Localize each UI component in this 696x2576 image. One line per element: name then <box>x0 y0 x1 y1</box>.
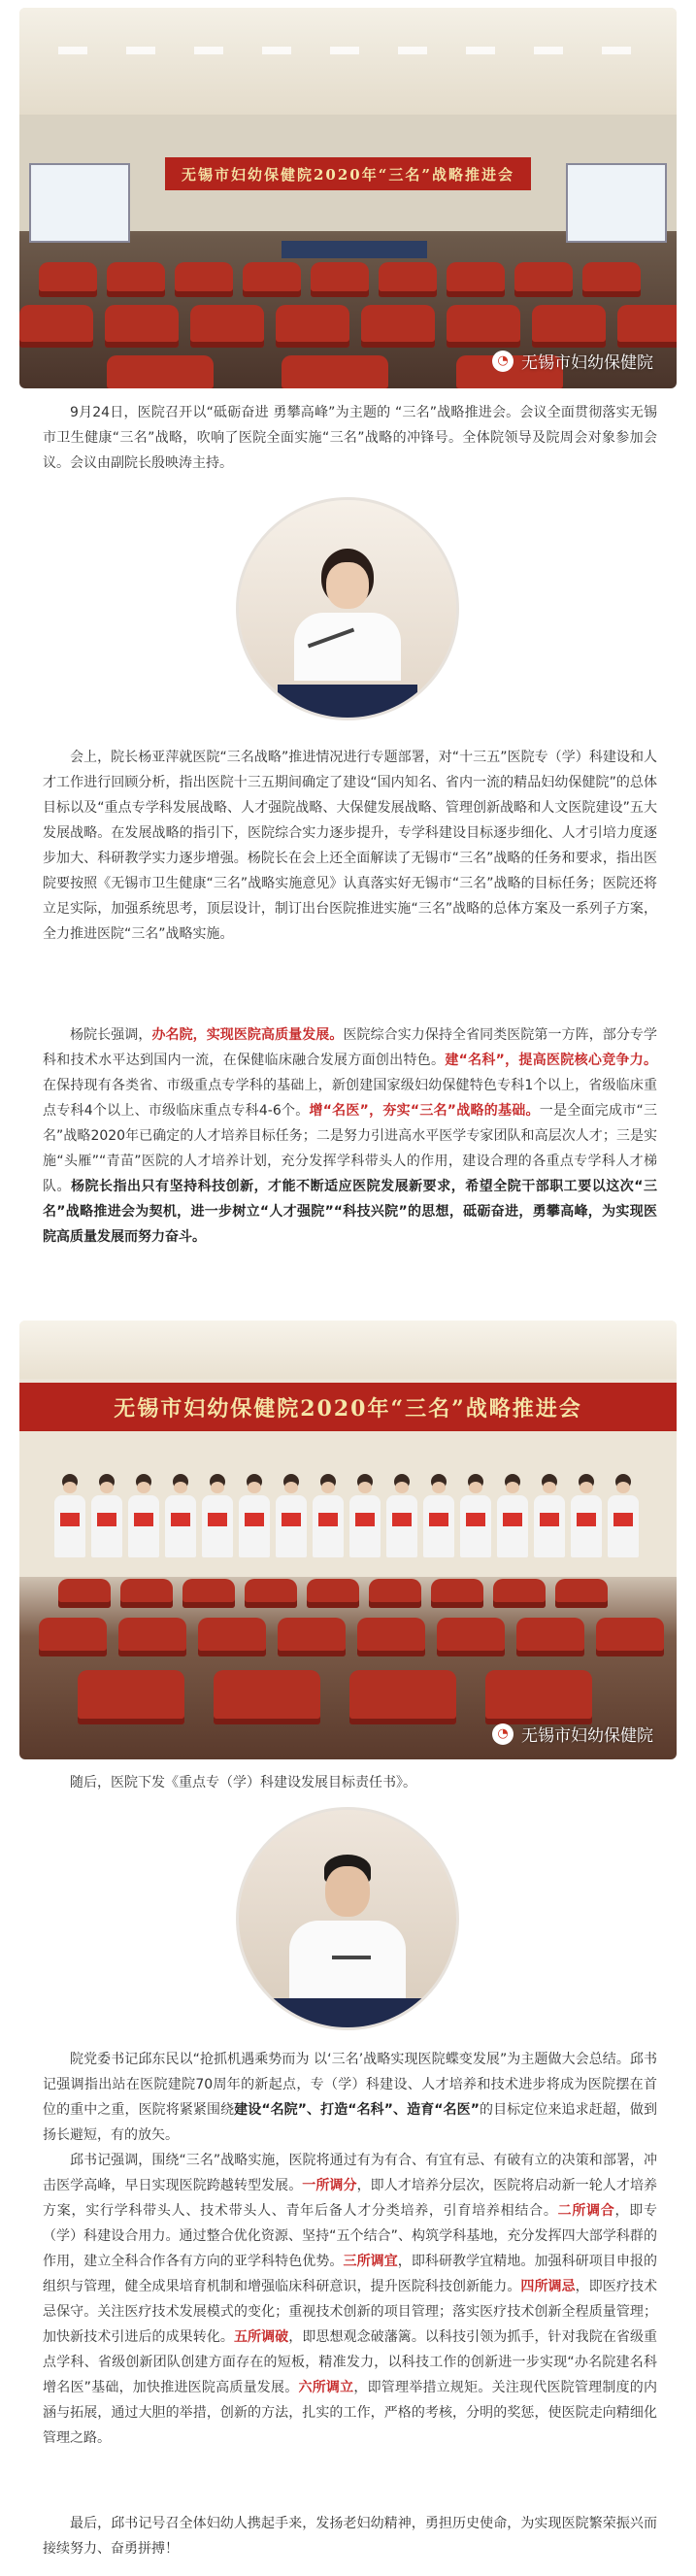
recipient <box>276 1474 307 1557</box>
stage-banner: 无锡市妇幼保健院2020年“三名”战略推进会 <box>114 1396 582 1422</box>
highlight-point-3: 三所调宜 <box>343 2254 398 2269</box>
watermark <box>492 349 653 373</box>
text-segment: ，即科研教学宜精地。加强科研项目申报的组织与管理，健全成果培育机制和增强临床科研意识，提升医院科技创新能力。 <box>43 2254 658 2294</box>
highlight-point-4: 四所调忌 <box>520 2279 576 2294</box>
text-segment: 院党委书记邱东民以“抢抓机遇乘势而为 以‘三名’战略实现医院蝶变发展”为主题做大会总结。邱书记强调指出站在医院建院70周年的新起点，专（学）科建设、人才培养和技术进步将成为医院摆在首位的重中之重，医院将紧紧围绕 <box>43 2052 657 2118</box>
recipient <box>165 1474 196 1557</box>
watermark-text: 无锡市妇幼保健院 <box>521 353 653 373</box>
highlight-famous-doctor: 增“名医”，夯实“三名”战略的基础。 <box>309 1103 540 1119</box>
podium <box>278 685 417 718</box>
ceiling <box>19 8 677 115</box>
speaker-portrait-director <box>236 497 459 720</box>
text-segment: 医院综合实力保持全省同类医院第一方阵，部分专学科和技术水平达到国内一流，在保健临床融合发展方面创出特色。 <box>43 1027 658 1068</box>
paragraph-target-document: 随后，医院下发《重点专（学）科建设发展目标责任书》。 <box>70 1775 416 1790</box>
speaker-figure <box>304 1855 391 1998</box>
recipient <box>534 1474 565 1557</box>
award-recipients <box>54 1474 639 1557</box>
recipient <box>386 1474 417 1557</box>
recipient <box>608 1474 639 1557</box>
speaker-figure <box>304 549 391 681</box>
text-segment: ，即思想观念破藩篱。以科技引领为抓手，针对我院在省级重点学科、省级创新团队创建方面存在的短板，精准发力，以科技工作的创新进一步实现“办名院建名科增名医”基础，加快推进医院高质量发展。 <box>43 2329 658 2395</box>
meeting-hall-photo-2 <box>19 1321 677 1759</box>
text-segment: ，即人才培养分层次，医院将启动新一轮人才培养方案，实行学科带头人、技术带头人、青年后备人才分类培养，引育培养相结合。 <box>43 2178 658 2219</box>
text-segment: 邱书记强调，围绕“三名”战略实施，医院将通过有为有合、有宜有忌、有破有立的决策和部署，冲击医学高峰，早日实现医院跨越转型发展。 <box>43 2153 657 2193</box>
recipient <box>202 1474 233 1557</box>
meeting-hall-photo-1 <box>19 8 677 388</box>
text-segment: ，即医疗技术忌保守。关注医疗技术发展模式的变化；重视技术创新的项目管理；落实医疗技术创新全程质量管理；加快新技术引进后的成果转化。 <box>43 2279 658 2345</box>
recipient <box>91 1474 122 1557</box>
text-segment: 的目标定位来追求赶超，做到扬长避短，有的放矢。 <box>43 2102 658 2143</box>
paragraph-director-emphasis <box>43 1022 657 1250</box>
recipient <box>460 1474 491 1557</box>
microphone <box>332 1956 371 1959</box>
recipient <box>423 1474 454 1557</box>
highlight-famous-department: 建“名科”，提高医院核心竞争力。 <box>445 1053 658 1068</box>
recipient <box>313 1474 344 1557</box>
ceiling <box>19 1321 677 1379</box>
highlight-famous-hospital: 办名院，实现医院高质量发展。 <box>151 1027 344 1043</box>
recipient <box>497 1474 528 1557</box>
watermark <box>492 1722 653 1746</box>
recipient <box>54 1474 85 1557</box>
bold-closing-statement: 杨院长指出只有坚持科技创新，才能不断适应医院发展新要求，希望全院干部职工要以这次“三名”战略推进会为契机，进一步树立“人才强院”“科技兴院”的思想，砥砺奋进，勇攀高峰，为实现医院高质量发展而努力奋斗。 <box>43 1179 657 1245</box>
ceiling-lights <box>58 47 638 54</box>
bold-three-famous-goal: 建设“名院”、打造“名科”、造育“名医” <box>234 2102 480 2118</box>
stage-banner: 无锡市妇幼保健院2020年“三名”战略推进会 <box>181 166 514 184</box>
text-segment: 一是全面完成市“三名”战略2020年已确定的人才培养目标任务；二是努力引进高水平医学专家团队和高层次人才；三是实施“头雁”“青苗”医院的人才培养计划，充分发挥学科带头人的作用，建设合理的各重点专学科人才梯队。 <box>43 1103 657 1194</box>
recipient <box>128 1474 159 1557</box>
watermark-text: 无锡市妇幼保健院 <box>521 1726 653 1746</box>
paragraph-secretary-six-points <box>43 2148 657 2451</box>
highlight-point-1: 一所调分 <box>302 2178 357 2193</box>
speaker-portrait-party-secretary <box>236 1807 459 2030</box>
text-segment: 杨院长强调， <box>70 1027 152 1043</box>
text-segment: ，即专（学）科建设合用力。通过整合优化资源、坚持“五个结合”、构筑学科基地，充分发挥四大部学科群的作用，建立全科合作各有方向的亚学科特色优势。 <box>43 2203 658 2269</box>
recipient <box>571 1474 602 1557</box>
head-table <box>282 241 427 258</box>
paragraph-meeting-intro: 9月24日，医院召开以“砥砺奋进 勇攀高峰”为主题的 “三名”战略推进会。会议全面贯彻落实无锡市卫生健康“三名”战略，吹响了医院全面实施“三名”战略的冲锋号。全体院领导及院周会对象参加会议。会议由副院长殷映涛主持。 <box>43 405 657 471</box>
text-segment: ，即管理举措立规矩。关注现代医院管理制度的内涵与拓展，通过大胆的举措，创新的方法，扎实的工作，严格的考核，分明的奖惩，使医院走向精细化管理之路。 <box>43 2380 658 2446</box>
highlight-point-5: 五所调破 <box>233 2329 289 2345</box>
podium <box>268 1998 427 2027</box>
paragraph-closing-call: 最后，邱书记号召全体妇幼人携起手来，发扬老妇幼精神，勇担历史使命，为实现医院繁荣振兴而接续努力、奋勇拼搏！ <box>43 2516 657 2557</box>
text-segment: 在保持现有各类省、市级重点专学科的基础上，新创建国家级妇幼保健特色专科1个以上，省级临床重点专科4个以上、市级临床重点专科4-6个。 <box>43 1078 657 1119</box>
recipient <box>349 1474 381 1557</box>
highlight-point-6: 六所调立 <box>298 2380 354 2395</box>
paragraph-secretary-summary <box>43 2047 657 2148</box>
paragraph-director-report: 会上，院长杨亚萍就医院“三名战略”推进情况进行专题部署，对“十三五”医院专（学）科建设和人才工作进行回顾分析，指出医院十三五期间确定了建设“国内知名、省内一流的精品妇幼保健院”的总体目标以及“重点专学科发展战略、人才强院战略、大保健发展战略、管理创新战略和人文医院建设”五大发展战略。在发展战略的指引下，医院综合实力逐步提升，专学科建设目标逐步细化、人才引培力度逐步加大、科研教学实力逐步增强。杨院长在会上还全面解读了无锡市“三名”战略的任务和要求，指出医院要按照《无锡市卫生健康“三名”战略实施意见》认真落实好无锡市“三名”战略的目标任务；医院还将立足实际，加强系统思考，顶层设计，制订出台医院推进实施“三名”战略的总体方案及一系列子方案，全力推进医院“三名”战略实施。 <box>43 750 657 942</box>
wechat-logo-icon: ◔ <box>492 351 514 372</box>
wechat-logo-icon: ◔ <box>492 1723 514 1745</box>
highlight-point-2: 二所调合 <box>557 2203 615 2219</box>
recipient <box>239 1474 270 1557</box>
